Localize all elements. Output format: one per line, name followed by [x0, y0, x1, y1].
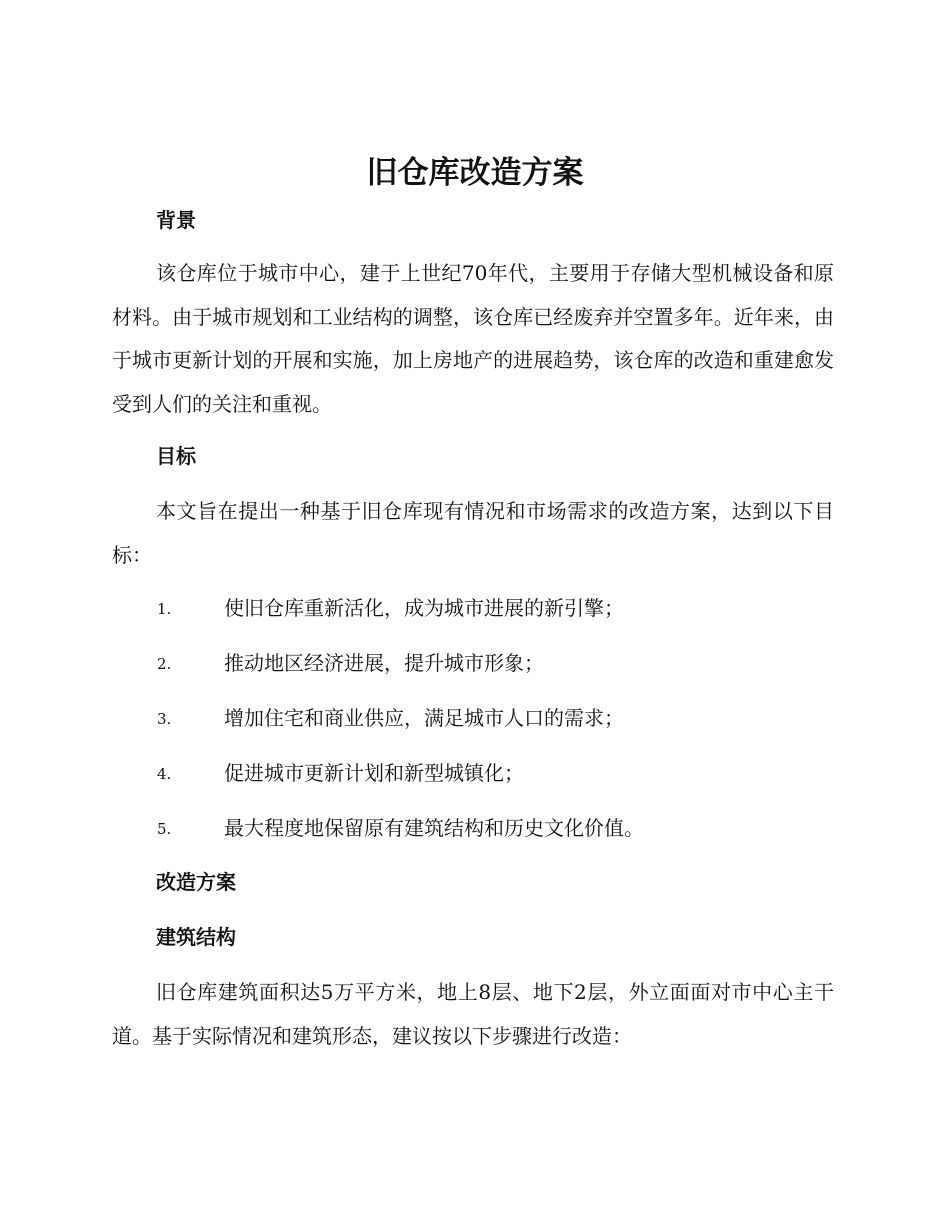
list-item-text: 最大程度地保留原有建筑结构和历史文化价值。 — [224, 816, 644, 840]
section-heading-goals: 目标 — [156, 444, 196, 468]
list-item-text: 使旧仓库重新活化，成为城市进展的新引擎； — [224, 596, 624, 620]
section-heading-plan: 改造方案 — [156, 870, 236, 894]
list-item — [0, 703, 950, 733]
section-heading-background: 背景 — [156, 208, 196, 232]
list-item — [0, 758, 950, 788]
paragraph-structure: 旧仓库建筑面积达5万平方米，地上8层、地下2层，外立面面对市中心主干道。基于实际情况和建筑形态，建议按以下步骤进行改造： — [112, 980, 834, 1048]
list-item — [0, 593, 950, 623]
list-item-number: 3. — [157, 710, 172, 728]
document-title: 旧仓库改造方案 — [366, 155, 584, 191]
list-item-text: 促进城市更新计划和新型城镇化； — [224, 761, 524, 785]
list-item-number: 4. — [157, 765, 172, 783]
list-item-text: 推动地区经济进展，提升城市形象； — [224, 651, 544, 675]
list-item-text: 增加住宅和商业供应，满足城市人口的需求； — [224, 706, 624, 730]
list-item — [0, 648, 950, 678]
paragraph-background: 该仓库位于城市中心，建于上世纪70年代，主要用于存储大型机械设备和原材料。由于城市规划和工业结构的调整，该仓库已经废弃并空置多年。近年来，由于城市更新计划的开展和实施，加上房地产的进展趋势，该仓库的改造和重建愈发受到人们的关注和重视。 — [112, 261, 834, 416]
list-item-number: 1. — [157, 600, 172, 618]
paragraph-goals-intro: 本文旨在提出一种基于旧仓库现有情况和市场需求的改造方案，达到以下目标： — [112, 499, 834, 567]
section-heading-structure: 建筑结构 — [156, 925, 236, 949]
list-item-number: 5. — [157, 820, 172, 838]
list-item-number: 2. — [157, 655, 172, 673]
list-item — [0, 813, 950, 843]
